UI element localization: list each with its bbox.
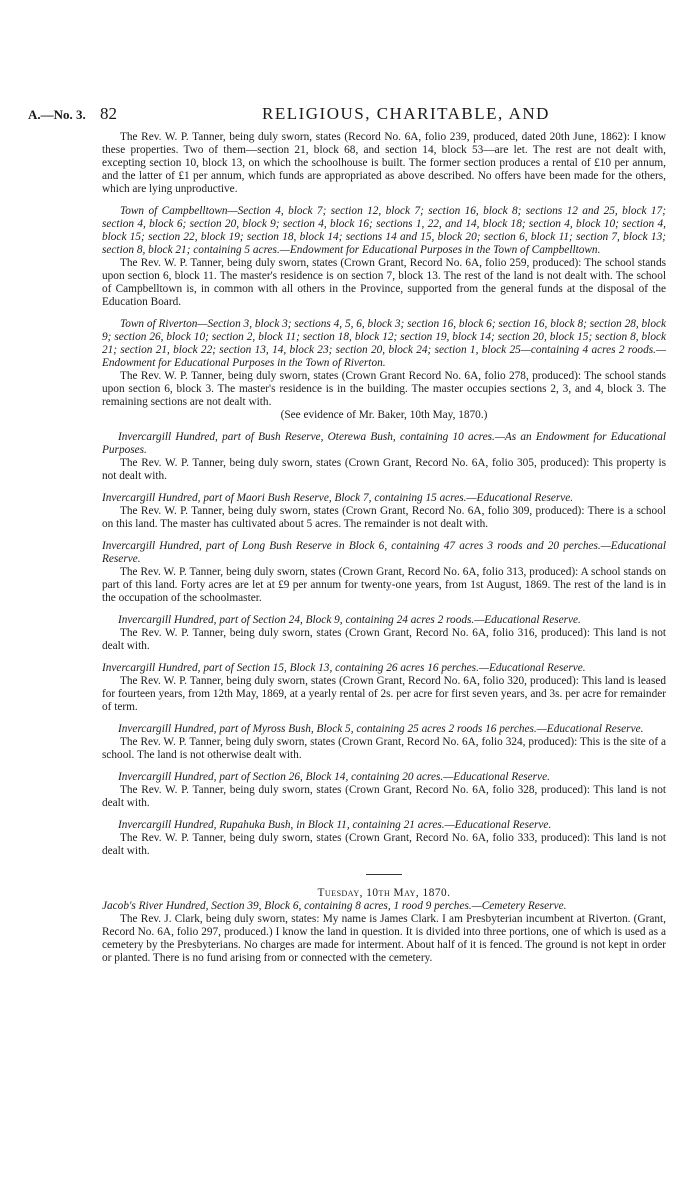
reserve-heading: Invercargill Hundred, part of Long Bush Reserve in Block 6, containing 47 acres 3 roods and 20 perches.—Educational Reserve.	[102, 540, 666, 565]
reserve-heading: Invercargill Hundred, part of Maori Bush Reserve, Block 7, containing 15 acres.—Educational Reserve.	[102, 492, 574, 504]
evidence-paragraph: The Rev. W. P. Tanner, being duly sworn, states (Record No. 6A, folio 239, produced, dated 20th June, 1862): I know these properties. Two of them—section 21, block 68, and section 14, block 53—are let. The rest are not dealt with, excepting section 10, block 13, on which the schoolhouse is built. The former section produces a rental of £10 per annum, and the latter of £1 per annum, which funds are appropriated as above described. No offers have been made for the others, which are lying unproductive.	[102, 131, 666, 195]
reserve-heading: Invercargill Hundred, part of Section 26, Block 14, containing 20 acres.—Educational Reserve.	[118, 771, 550, 783]
cross-reference-note: (See evidence of Mr. Baker, 10th May, 1870.)	[280, 409, 488, 421]
page-number: 82	[100, 104, 117, 123]
evidence-paragraph: The Rev. W. P. Tanner, being duly sworn, states (Crown Grant, Record No. 6A, folio 316, produced): This land is not dealt with.	[102, 627, 666, 652]
evidence-paragraph: The Rev. W. P. Tanner, being duly sworn, states (Crown Grant Record No. 6A, folio 278, produced): The school stands upon section 6, block 3. The master's residence is in the building. The master occupies sections 2, 3, and 4, block 3. The remaining sections are not dealt with.	[102, 370, 666, 408]
evidence-paragraph: The Rev. W. P. Tanner, being duly sworn, states (Crown Grant, Record No. 6A, folio 305, produced): This property is not dealt with.	[102, 457, 666, 482]
reserve-heading: Invercargill Hundred, part of Section 24, Block 9, containing 24 acres 2 roods.—Educational Reserve.	[118, 614, 581, 626]
reserve-heading: Invercargill Hundred, Rupahuka Bush, in Block 11, containing 21 acres.—Educational Reserve.	[118, 819, 552, 831]
reserve-heading: Invercargill Hundred, part of Section 15, Block 13, containing 26 acres 16 perches.—Educational Reserve.	[102, 662, 586, 674]
document-body	[102, 131, 666, 965]
evidence-paragraph: The Rev. W. P. Tanner, being duly sworn, states (Crown Grant, Record No. 6A, folio 333, produced): This land is not dealt with.	[102, 832, 666, 857]
running-title: RELIGIOUS, CHARITABLE, AND	[262, 104, 550, 123]
evidence-paragraph: The Rev. W. P. Tanner, being duly sworn, states (Crown Grant, Record No. 6A, folio 309, produced): There is a school on this land. The master has cultivated about 5 acres. The remainder is not dealt with.	[102, 505, 666, 530]
evidence-paragraph: The Rev. W. P. Tanner, being duly sworn, states (Crown Grant, Record No. 6A, folio 328, produced): This land is not dealt with.	[102, 784, 666, 809]
reserve-heading: Town of Campbelltown—Section 4, block 7; section 12, block 7; section 16, block 8; sections 12 and 25, block 17; section 4, block 6; section 20, block 9; section 4, block 16; sections 1, 22, and 14, block 18; section 4, block 10; section 4, block 15; section 22, block 19; section 18, block 14; sections 14 and 15, block 20; section 6, block 11; section 7, block 13; section 8, block 21; containing 5 acres.—Endowment for Educational Purposes in the Town of Campbelltown.	[102, 205, 666, 256]
evidence-paragraph: The Rev. J. Clark, being duly sworn, states: My name is James Clark. I am Presbyterian incumbent at Riverton. (Grant, Record No. 6A, folio 297, produced.) I know the land in question. It is divided into three portions, one of which is used as a cemetery by the Presbyterians. No charges are made for interment. About half of it is fenced. The ground is not kept in order or planted. There is no fund arising from or connected with the cemetery.	[102, 913, 666, 964]
evidence-paragraph: The Rev. W. P. Tanner, being duly sworn, states (Crown Grant, Record No. 6A, folio 259, produced): The school stands upon section 6, block 11. The master's residence is on section 7, block 13. The rest of the land is not dealt with. The school of Campbelltown is, in common with all others in the Province, supported from the general funds at the disposal of the Education Board.	[102, 257, 666, 308]
reserve-heading: Town of Riverton—Section 3, block 3; sections 4, 5, 6, block 3; section 16, block 6; section 16, block 8; section 28, block 9; section 26, block 10; section 2, block 11; section 18, block 12; section 19, block 14; section 20, block 15; section 8, block 21; section 21, block 22; section 13, 14, block 23; section 20, block 24; section 1, block 25—containing 4 acres 2 roods.—Endowment for Educational Purposes in the Town of Riverton.	[102, 318, 666, 369]
reserve-heading: Jacob's River Hundred, Section 39, Block 6, containing 8 acres, 1 rood 9 perches.—Cemetery Reserve.	[102, 900, 567, 912]
evidence-paragraph: The Rev. W. P. Tanner, being duly sworn, states (Crown Grant, Record No. 6A, folio 313, produced): A school stands on part of this land. Forty acres are let at £9 per annum for twenty-one years, from 1st August, 1869. The rest of the land is in the occupation of the schoolmaster.	[102, 566, 666, 604]
section-divider	[366, 874, 402, 875]
date-heading: Tuesday, 10th May, 1870.	[317, 887, 451, 899]
evidence-paragraph: The Rev. W. P. Tanner, being duly sworn, states (Crown Grant, Record No. 6A, folio 324, produced): This is the site of a school. The land is not otherwise dealt with.	[102, 736, 666, 761]
paper-reference: A.—No. 3.	[28, 107, 86, 122]
evidence-paragraph: The Rev. W. P. Tanner, being duly sworn, states (Crown Grant, Record No. 6A, folio 320, produced): This land is leased for fourteen years, from 12th May, 1869, at a yearly rental of 2s. per acre for first seven years, and 3s. per acre for remainder of term.	[102, 675, 666, 713]
reserve-heading: Invercargill Hundred, part of Bush Reserve, Oterewa Bush, containing 10 acres.—As an Endowment for Educational Purposes.	[102, 431, 666, 456]
reserve-heading: Invercargill Hundred, part of Myross Bush, Block 5, containing 25 acres 2 roods 16 perches.—Educational Reserve.	[118, 723, 644, 735]
